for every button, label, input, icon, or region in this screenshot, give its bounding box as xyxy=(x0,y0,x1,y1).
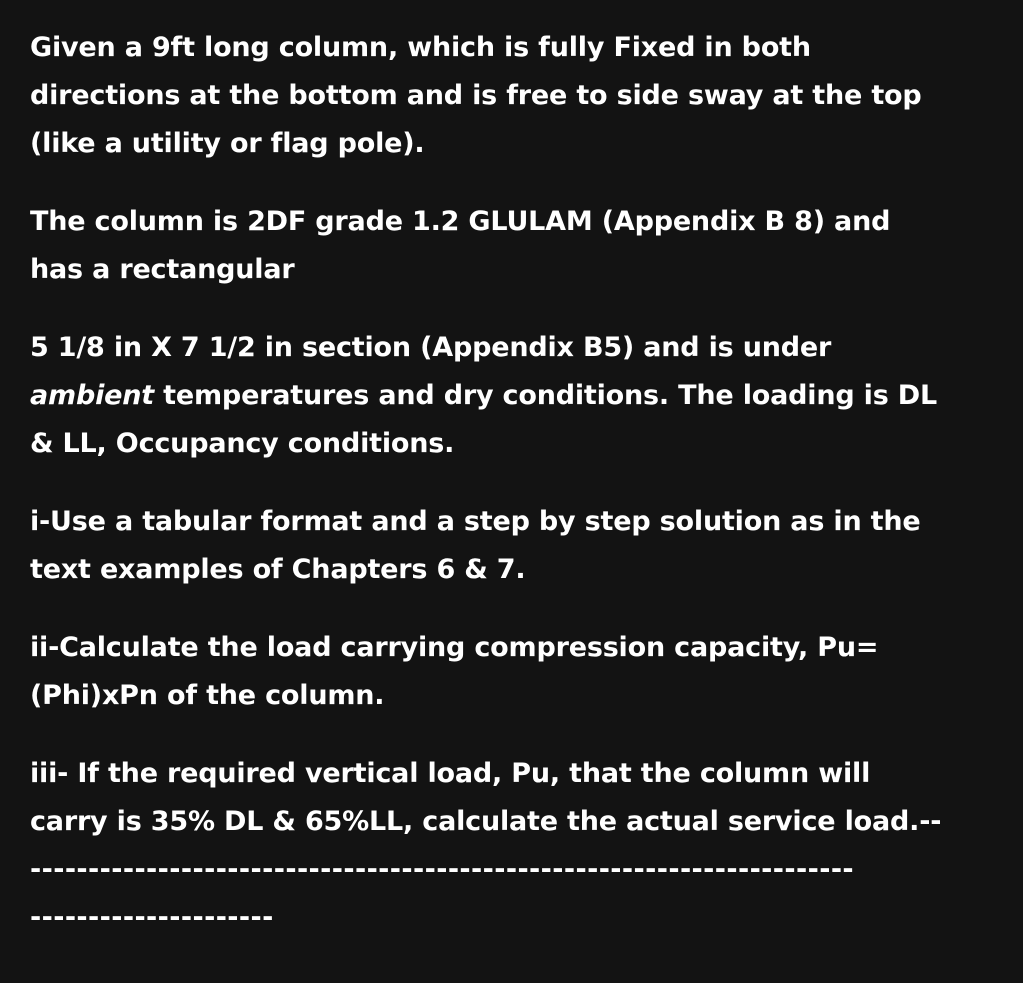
text-line: (like a utility or flag pole). xyxy=(30,128,425,159)
text-line xyxy=(30,372,1005,420)
paragraph-instruction-i xyxy=(30,498,1005,594)
italic-text: ambient xyxy=(30,380,154,411)
text-line: text examples of Chapters 6 & 7. xyxy=(30,554,526,585)
question-text xyxy=(30,24,1005,942)
text-line: ii-Calculate the load carrying compression capacity, Pu= xyxy=(30,632,879,663)
text-line: (Phi)xPn of the column. xyxy=(30,680,385,711)
paragraph-section xyxy=(30,324,1005,468)
text-line: has a rectangular xyxy=(30,254,295,285)
paragraph-problem-statement xyxy=(30,24,1005,168)
dashed-separator: ----------------------------------------------------------------------- xyxy=(30,854,855,885)
text-line: directions at the bottom and is free to side sway at the top xyxy=(30,80,922,111)
text-line: Given a 9ft long column, which is fully Fixed in both xyxy=(30,32,811,63)
text-line: iii- If the required vertical load, Pu, that the column will xyxy=(30,758,871,789)
text-line: The column is 2DF grade 1.2 GLULAM (Appendix B 8) and xyxy=(30,206,891,237)
dashed-separator: --------------------- xyxy=(30,902,274,933)
text-line: carry is 35% DL & 65%LL, calculate the actual service load.-- xyxy=(30,806,942,837)
text-segment: temperatures and dry conditions. The loading is DL xyxy=(153,380,938,411)
text-line: 5 1/8 in X 7 1/2 in section (Appendix B5) and is under xyxy=(30,332,832,363)
text-line: & LL, Occupancy conditions. xyxy=(30,428,455,459)
text-line: i-Use a tabular format and a step by step solution as in the xyxy=(30,506,921,537)
paragraph-instruction-iii xyxy=(30,750,1005,942)
paragraph-instruction-ii xyxy=(30,624,1005,720)
paragraph-material xyxy=(30,198,1005,294)
